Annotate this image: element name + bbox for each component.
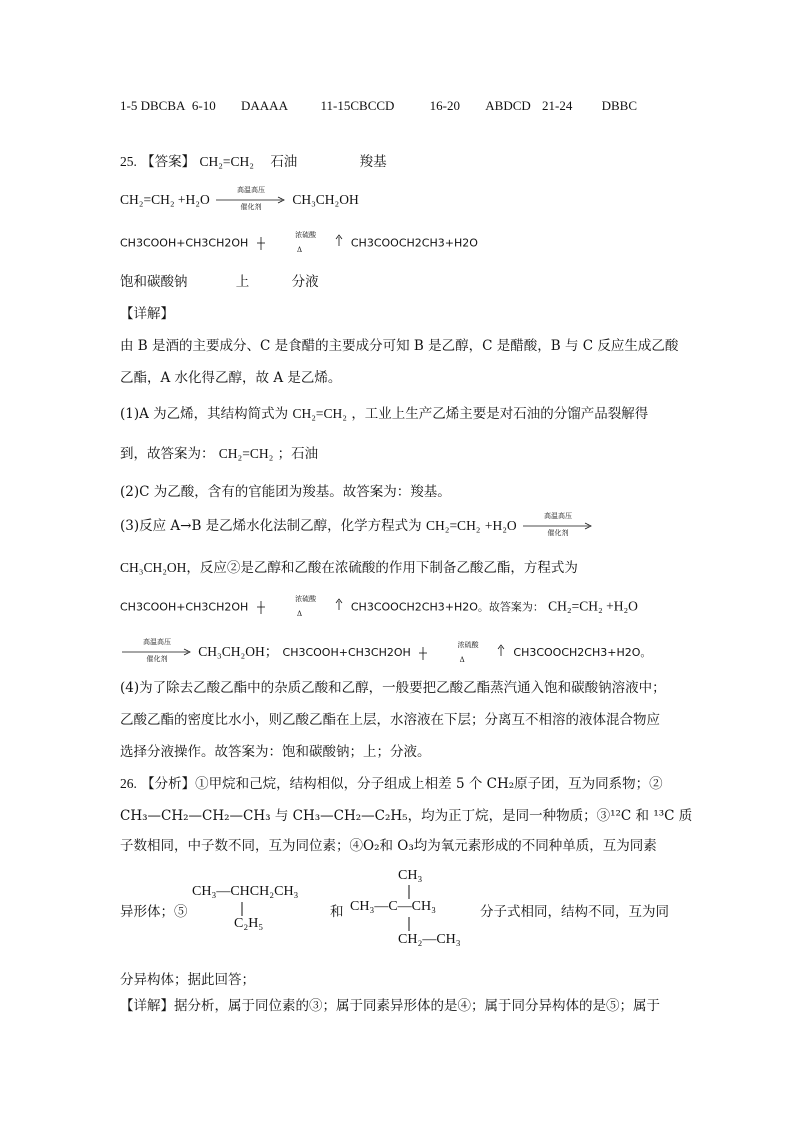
reversible-arrow: 浓硫酸 Δ <box>257 234 343 252</box>
detail-heading: 【详解】 <box>120 306 174 322</box>
reversible-arrow: 浓硫酸 Δ <box>419 644 505 662</box>
paragraph: 选择分液操作。故答案为：饱和碳酸钠；上；分液。 <box>120 744 431 760</box>
paragraph: 分子式相同，结构不同，互为同 <box>480 904 669 920</box>
reaction-arrow: 高温高压 催化剂 <box>523 520 593 534</box>
paragraph: 乙酯，A 水化得乙醇，故 A 是乙烯。 <box>120 370 342 386</box>
reversible-arrow: 浓硫酸 Δ <box>257 598 343 616</box>
bond-bottom <box>408 917 410 931</box>
paragraph: 乙酸乙酯的密度比水小，则乙酸乙酯在上层，水溶液在下层；分离互不相溶的液体混合物应 <box>120 712 660 728</box>
paragraph: (4)为了除去乙酸乙酯中的杂质乙酸和乙醇，一般要把乙酸乙酯蒸汽通入饱和碳酸钠溶液中； <box>120 680 666 696</box>
paragraph: 高温高压 催化剂 CH₃CH₂OH； CH3COOH+CH3CH2OH 浓硫酸 Δ CH3COOCH2CH3+H2O。 <box>120 640 651 662</box>
equation-hydration: CH₂=CH₂ +H₂O 高温高压 催化剂 CH₃CH₂OH <box>120 185 359 211</box>
paragraph: CH₃CH₂OH，反应②是乙醇和乙酸在浓硫酸的作用下制备乙酸乙酯，方程式为 <box>120 560 578 576</box>
reaction-arrow: 高温高压 催化剂 <box>122 646 192 660</box>
paragraph: CH₃—CH₂—CH₂—CH₃ 与 CH₃—CH₂—C₂H₅，均为正丁烷，是同一种物质；③¹²C 和 ¹³C 质 <box>120 808 693 824</box>
paragraph: CH3COOH+CH3CH2OH 浓硫酸 Δ CH3COOCH2CH3+H2O。故答案为： CH₂=CH₂ +H₂O <box>120 595 638 618</box>
answer-key-line: 1-5 DBCBA 6-10 DAAAA 11-15CBCCD 16-20 ABDCD 21-24 DBBC <box>120 98 638 113</box>
paragraph: 【详解】据分析，属于同位素的③；属于同素异形体的是④；属于同分异构体的是⑤；属于 <box>120 998 660 1014</box>
paragraph: (3)反应 A→B 是乙烯水化法制乙醇，化学方程式为 CH₂=CH₂ +H₂O 高温高压 催化剂 <box>120 514 595 534</box>
paragraph: 分异构体；据此回答； <box>120 972 255 988</box>
structure-ethyl: CH₂—CH₃ <box>398 932 461 947</box>
structure-quaternary-carbon: CH₃—C—CH₃ <box>350 899 436 914</box>
paragraph: 子数相同，中子数不同，互为同位素；④O₂和 O₃均为氧元素形成的不同种单质，互为同素 <box>120 838 657 854</box>
ethyl-branch: C₂H₅ <box>234 916 264 931</box>
paragraph: (2)C 为乙酸，含有的官能团为羧基。故答案为：羧基。 <box>120 484 451 500</box>
paragraph: 异形体；⑤ <box>120 904 188 920</box>
paragraph: 由 B 是酒的主要成分、C 是食醋的主要成分可知 B 是乙醇，C 是醋酸，B 与 C 反应生成乙酸 <box>120 338 679 354</box>
paragraph: 26. 【分析】①甲烷和己烷，结构相似，分子组成上相差 5 个 CH₂原子团，互为同系物；② <box>120 776 663 792</box>
q25-answer-4: 饱和碳酸钠 上 分液 <box>120 274 319 290</box>
equation-esterification: CH3COOH+CH3CH2OH 浓硫酸 Δ CH3COOCH2CH3+H2O <box>120 231 478 254</box>
branch-bond <box>241 902 243 916</box>
structure-3-methylpentane: CH₃—CHCH₂CH₃ <box>192 884 299 899</box>
structure-top-methyl: CH₃ <box>398 868 423 883</box>
paragraph: 到，故答案为： CH₂=CH₂ ；石油 <box>120 446 319 462</box>
q25-answer-line: 25. 【答案】 CH₂=CH₂ 石油 羧基 <box>120 154 387 170</box>
and-text: 和 <box>330 904 344 920</box>
bond-top <box>408 885 410 899</box>
paragraph: (1)A 为乙烯，其结构简式为 CH₂=CH₂ ，工业上生产乙烯主要是对石油的分馏产品裂解得 <box>120 406 649 422</box>
reaction-arrow: 高温高压 催化剂 <box>216 194 286 208</box>
